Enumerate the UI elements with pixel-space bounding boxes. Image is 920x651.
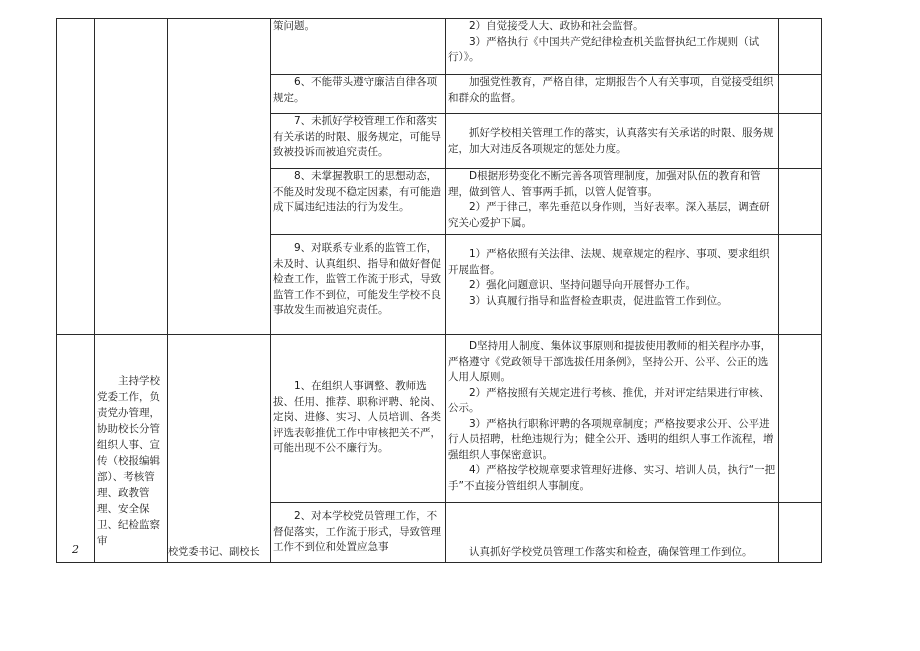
- control-measures-cell: [446, 169, 779, 235]
- measure-line: 认真抓好学校党员管理工作落实和检查，确保管理工作到位。: [469, 545, 753, 558]
- risk-point-text: 1、在组织人事调整、教师选拔、任用、推荐、职称评聘、轮岗、定岗、进修、实习、人员培训、各类评选表彰推优工作中审核把关不严，可能出现不公不廉行为。: [273, 380, 441, 454]
- measure-line: 4）严格按学校规章要求管理好进修、实习、培训人员，执行“一把手”不直接分管组织人事制度。: [448, 464, 776, 492]
- risk-point-text: 7、未抓好学校管理工作和落实有关承诺的时限、服务规定，可能导致被投诉而被追究责任。: [273, 115, 441, 158]
- risk-point-cell: [271, 503, 446, 563]
- remarks-cell: [779, 19, 822, 75]
- remarks-cell: [779, 114, 822, 169]
- risk-point-cell: [271, 19, 446, 75]
- risk-point-text: 9、对联系专业系的监管工作，未及时、认真组织、指导和做好督促检查工作，监管工作流于形式，导致监管工作不到位，可能发生学校不良事故发生而被追究责任。: [273, 242, 441, 316]
- control-measures-cell: [446, 235, 779, 335]
- remarks-cell: [779, 503, 822, 563]
- risk-point-text: 策问题。: [273, 20, 315, 32]
- control-measures-cell: [446, 75, 779, 114]
- measure-line: 3）认真履行指导和监督检查职责，促进监管工作到位。: [469, 294, 728, 307]
- risk-point-cell: [271, 235, 446, 335]
- control-measures-cell: [446, 19, 779, 75]
- remarks-cell: [779, 335, 822, 503]
- measure-line: 3）严格执行职称评聘的各项规章制度；严格按要求公开、公平进行人员招聘，杜绝违规行为；健全公开、透明的组织人事工作流程，增强组织人事保密意识。: [448, 417, 774, 461]
- risk-point-cell: [271, 75, 446, 114]
- measure-line: 3）严格执行《中国共产党纪律检查机关监督执纪工作规则（试行）》。: [448, 35, 760, 63]
- number-cell: [57, 335, 95, 563]
- item-number: 2: [72, 542, 79, 556]
- number-cell: [57, 19, 95, 335]
- measure-line: 2）严于律己，率先垂范以身作则，当好表率。深入基层，调查研究关心爱护下属。: [448, 201, 770, 229]
- control-measures-cell: [446, 335, 779, 503]
- duties-text: 主持学校党委工作，负责党办管理，协助校长分管组织人事、宣传（校报编辑部）、考核管理、政教管理、安全保卫、纪检监察审: [97, 375, 160, 547]
- risk-point-text: 2、对本学校党员管理工作，不督促落实，工作流于形式，导致管理工作不到位和处置应急事: [273, 510, 441, 553]
- duties-cell: [95, 335, 168, 563]
- control-measures-cell: [446, 114, 779, 169]
- risk-point-text: 6、不能带头遵守廉洁自律各项规定。: [273, 76, 438, 104]
- measure-line: D根据形势变化不断完善各项管理制度，加强对队伍的教育和管理，做到管人、管事两手抓，以管人促管事。: [448, 170, 761, 198]
- risk-point-cell: [271, 335, 446, 503]
- position-cell: [168, 335, 271, 563]
- table-row: [57, 335, 822, 503]
- measure-line: 2）强化问题意识、坚持问题导向开展督办工作。: [469, 279, 697, 291]
- measure-line: 2）自觉接受人大、政协和社会监督。: [469, 20, 644, 32]
- measure-line: 加强党性教育，严格自律，定期报告个人有关事项，自觉接受组织和群众的监督。: [448, 76, 774, 104]
- position-text: 校党委书记、副校长: [168, 546, 260, 558]
- position-cell: [168, 19, 271, 335]
- remarks-cell: [779, 235, 822, 335]
- measure-line: 2）严格按照有关规定进行考核、推优，并对评定结果进行审核、公示。: [448, 386, 770, 414]
- duties-cell: [95, 19, 168, 335]
- measure-line: 抓好学校相关管理工作的落实，认真落实有关承诺的时限、服务规定，加大对违反各项规定的惩处力度。: [448, 127, 774, 155]
- risk-point-cell: [271, 169, 446, 235]
- remarks-cell: [779, 169, 822, 235]
- risk-point-text: 8、未掌握教职工的思想动态，不能及时发现不稳定因素，有可能造成下属违纪违法的行为发生。: [273, 170, 441, 213]
- measure-line: D坚持用人制度、集体议事原则和提拔使用教师的相关程序办事，严格遵守《党政领导干部选拔任用条例》，坚持公开、公平、公正的选人用人原则。: [448, 340, 772, 383]
- remarks-cell: [779, 75, 822, 114]
- measure-line: 1）严格依照有关法律、法规、规章规定的程序、事项、要求组织开展监督。: [448, 248, 770, 276]
- table-row: [57, 19, 822, 75]
- control-measures-cell: [446, 503, 779, 563]
- risk-control-table: [56, 18, 822, 563]
- risk-point-cell: [271, 114, 446, 169]
